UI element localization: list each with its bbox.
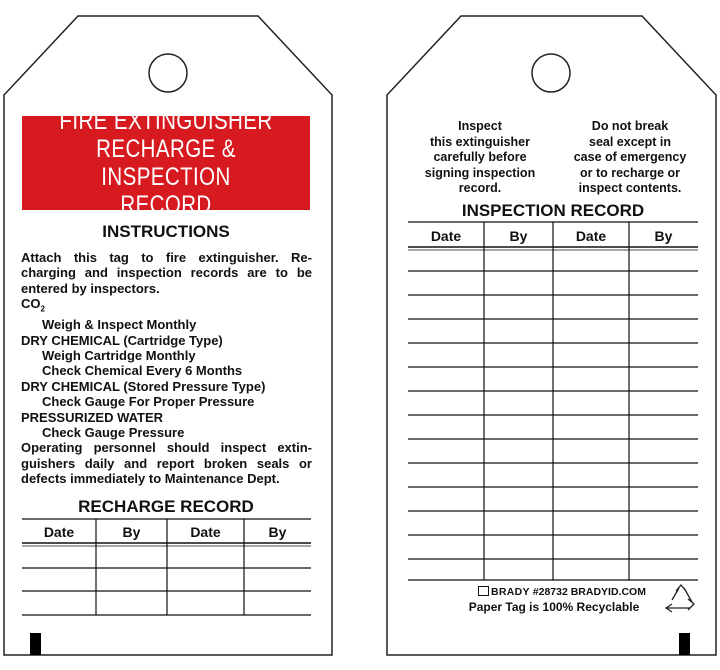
footer-line1	[478, 586, 648, 598]
footer-line2: Paper Tag is 100% Recyclable	[468, 600, 640, 614]
section-line: Check Gauge For Proper Pressure	[42, 394, 255, 410]
section-line: Check Chemical Every 6 Months	[42, 363, 243, 379]
note-line: this extinguisher	[429, 134, 531, 149]
right-tag-hole	[532, 54, 570, 92]
recharge-heading: RECHARGE RECORD	[78, 497, 254, 516]
paragraph1-line: entered by inspectors.	[21, 280, 160, 296]
section-line: DRY CHEMICAL (Cartridge Type)	[21, 332, 223, 348]
inspection-col-by: By	[509, 228, 528, 244]
inspection-heading: INSPECTION RECORD	[461, 201, 645, 220]
section-line: Weigh Cartridge Monthly	[42, 348, 196, 364]
note-line: case of emergency	[573, 150, 687, 164]
co2-sub: 2	[40, 304, 45, 314]
left-tag-hole	[149, 54, 187, 92]
brady-logo-icon	[478, 586, 489, 596]
recharge-col-by: By	[268, 524, 287, 540]
note-line: Do not break	[591, 119, 669, 133]
recharge-col-date: Date	[190, 524, 221, 540]
recharge-col-date: Date	[43, 524, 75, 540]
instructions-heading: INSTRUCTIONS	[102, 222, 230, 241]
title-banner	[22, 107, 310, 219]
section-line: Check Gauge Pressure	[42, 425, 185, 441]
note-line: Inspect	[458, 119, 502, 133]
paragraph2-line: Operating personnel should inspect extin-	[21, 440, 312, 456]
section-line: DRY CHEMICAL (Stored Pressure Type)	[21, 378, 266, 394]
seal-note	[560, 119, 700, 197]
paragraph2-line: defects immediately to Maintenance Dept.	[21, 471, 280, 487]
brand-name: BRADY	[491, 586, 530, 598]
inspect-note	[415, 119, 545, 197]
inspection-table-grid	[408, 222, 698, 580]
right-tag-marker	[679, 633, 690, 655]
note-line: seal except in	[589, 134, 671, 149]
note-line: or to recharge or	[579, 165, 681, 180]
banner-line: FIRE EXTINGUISHER	[59, 107, 273, 135]
banner-line: RECORD	[120, 191, 212, 219]
paragraph2-line: guishers daily and report broken seals or	[21, 455, 312, 471]
paragraph1-line: charging and inspection records are to be	[21, 265, 312, 281]
banner-line: RECHARGE & INSPECTION	[96, 135, 236, 191]
instructions-body	[21, 250, 312, 487]
note-line: record.	[458, 181, 502, 195]
note-line: signing inspection	[424, 165, 536, 180]
co2-label	[21, 296, 312, 317]
paragraph1-line: Attach this tag to fire extinguisher. Re-	[21, 250, 312, 265]
section-line: PRESSURIZED WATER	[21, 409, 164, 425]
note-line: carefully before	[433, 150, 527, 164]
section-line: Weigh & Inspect Monthly	[42, 317, 197, 333]
inspection-col-by: By	[654, 228, 673, 244]
left-tag-marker	[30, 633, 41, 655]
recharge-col-by: By	[122, 524, 141, 540]
inspection-col-date: Date	[430, 228, 462, 244]
note-line: inspect contents.	[578, 181, 682, 195]
product-number: #28732 BRADYID.COM	[532, 586, 646, 598]
co2-main: CO	[21, 296, 41, 312]
inspection-col-date: Date	[575, 228, 607, 244]
